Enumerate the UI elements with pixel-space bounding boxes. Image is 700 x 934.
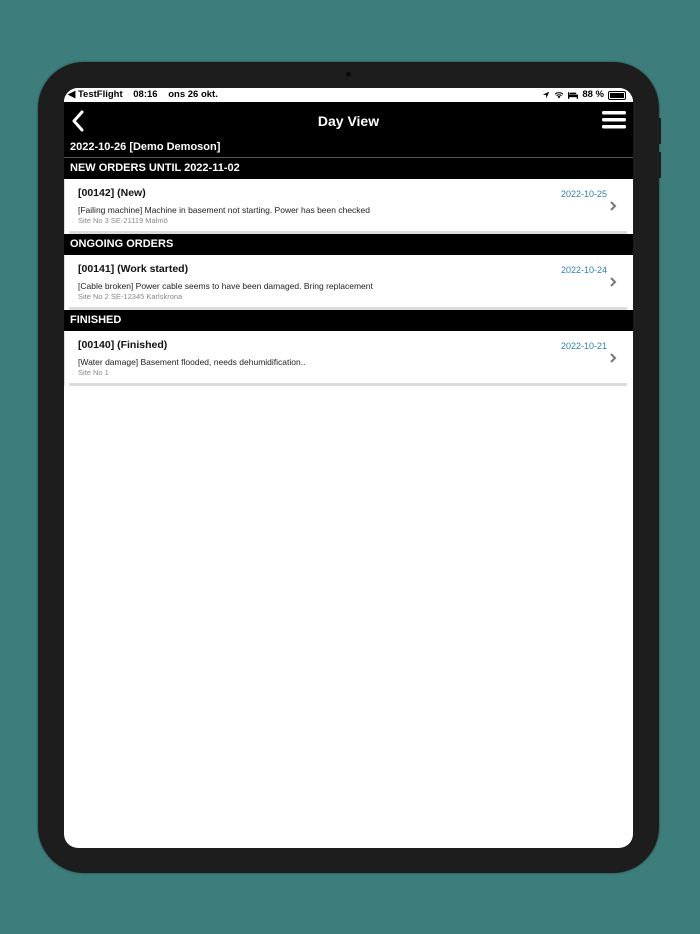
row-divider xyxy=(69,307,627,310)
chevron-right-icon xyxy=(609,352,617,364)
order-site: Site No 1 xyxy=(78,368,109,377)
order-site: Site No 3 SE-21119 Malmö xyxy=(78,216,168,225)
order-code: [00140] (Finished) xyxy=(78,339,168,351)
chevron-right-icon xyxy=(609,276,617,288)
order-date: 2022-10-21 xyxy=(560,341,607,351)
row-divider xyxy=(69,231,627,234)
status-date: ons 26 okt. xyxy=(168,89,218,100)
section-header-ongoing-orders: ONGOING ORDERS xyxy=(64,234,633,255)
app-screen xyxy=(64,88,633,848)
status-time: 08:16 xyxy=(133,89,158,100)
date-user-header: 2022-10-26 [Demo Demoson] xyxy=(64,139,633,158)
status-bar xyxy=(64,88,633,102)
wifi-icon xyxy=(554,91,564,99)
order-code: [00141] (Work started) xyxy=(78,263,189,275)
row-divider xyxy=(69,383,627,386)
back-button[interactable] xyxy=(69,109,89,133)
back-to-app-link[interactable]: ◀ TestFlight xyxy=(68,89,123,100)
battery-icon xyxy=(608,91,626,100)
volume-down-button xyxy=(658,152,661,178)
order-row[interactable] xyxy=(64,255,633,310)
order-row[interactable] xyxy=(64,179,633,234)
location-icon xyxy=(542,91,550,99)
order-code: [00142] (New) xyxy=(78,187,146,199)
order-site: Site No 2 SE-12345 Karlskrona xyxy=(78,292,183,301)
order-description: [Water damage] Basement flooded, needs dehumidification.. xyxy=(78,357,306,367)
battery-percent: 88 % xyxy=(582,89,604,100)
volume-up-button xyxy=(658,118,661,144)
section-header-new-orders: NEW ORDERS UNTIL 2022-11-02 xyxy=(64,158,633,179)
order-description: [Failing machine] Machine in basement not starting. Power has been checked xyxy=(78,205,370,215)
chevron-right-icon xyxy=(609,200,617,212)
navigation-bar xyxy=(64,102,633,139)
bed-icon xyxy=(568,92,578,99)
section-header-finished: FINISHED xyxy=(64,310,633,331)
hamburger-menu-icon[interactable] xyxy=(602,109,626,131)
order-date: 2022-10-24 xyxy=(560,265,607,275)
page-title: Day View xyxy=(317,112,380,129)
front-camera xyxy=(346,72,351,77)
order-description: [Cable broken] Power cable seems to have been damaged. Bring replacement xyxy=(78,281,373,291)
order-date: 2022-10-25 xyxy=(560,189,607,199)
order-row[interactable] xyxy=(64,331,633,386)
